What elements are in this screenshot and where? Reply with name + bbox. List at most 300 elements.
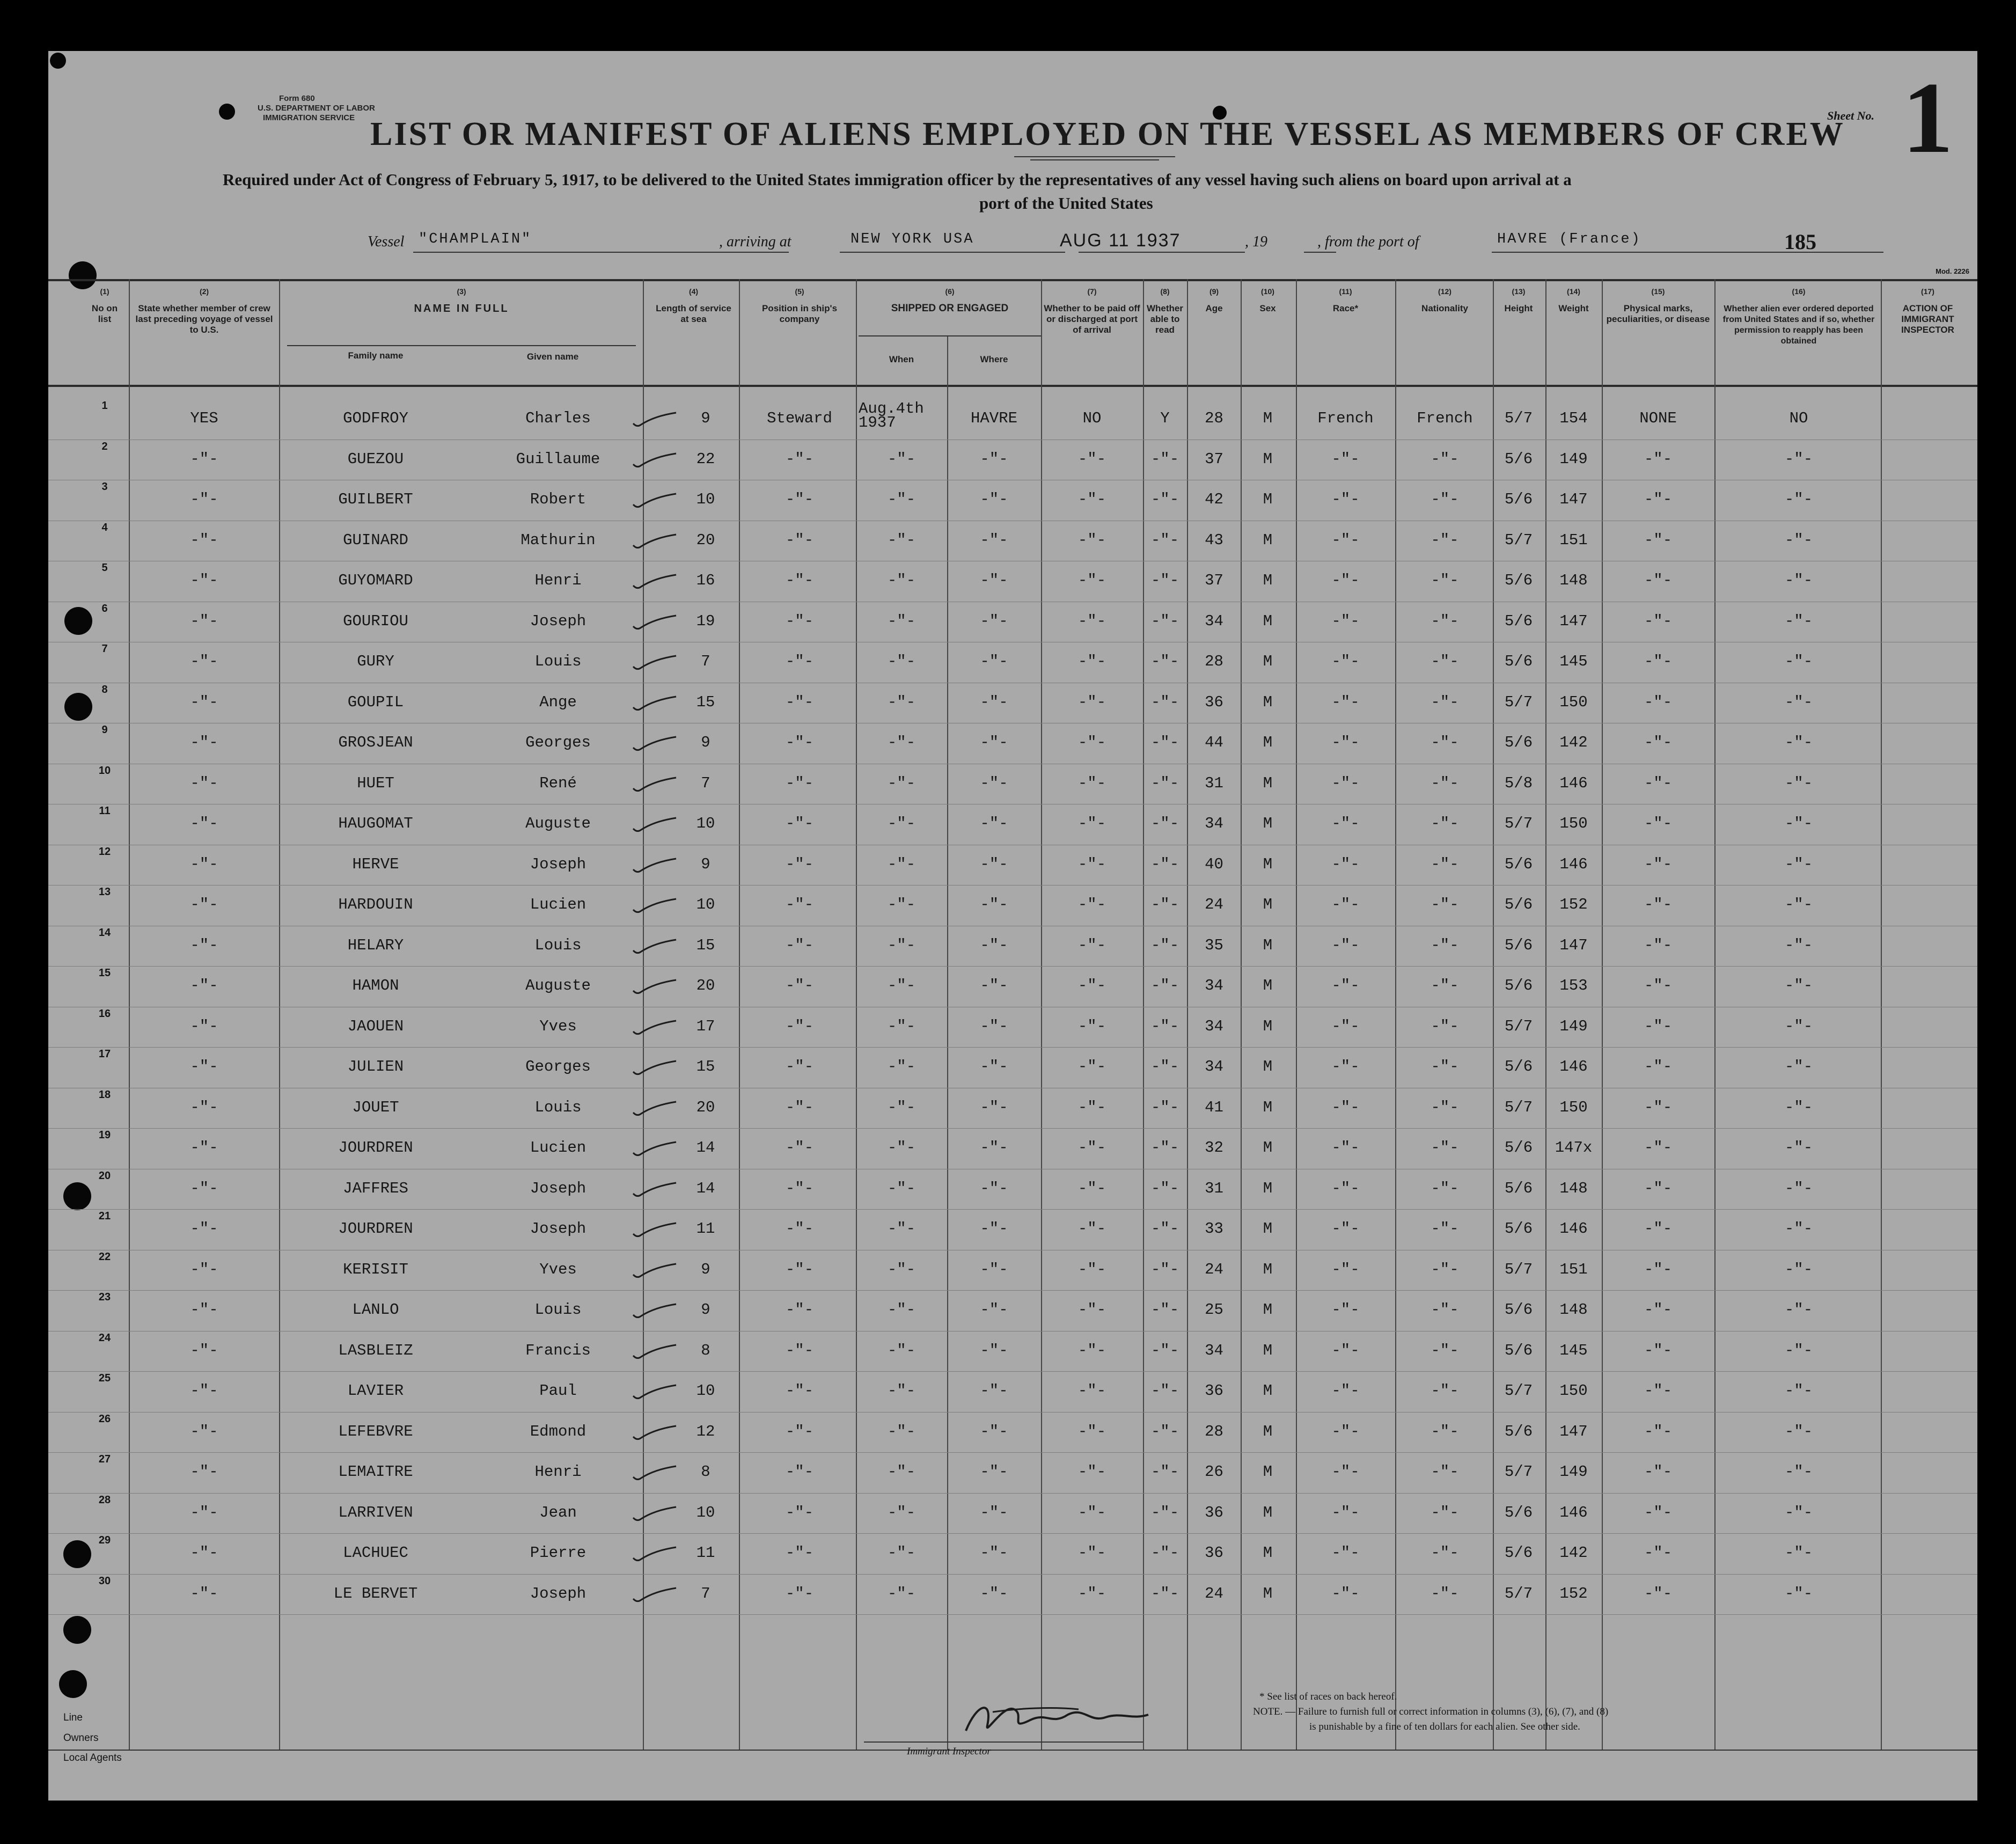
cell-given: Pierre: [530, 1544, 587, 1562]
date-stamp: AUG 11 1937: [1060, 230, 1181, 251]
cell-weight: 151: [1559, 1260, 1588, 1278]
cell-given: Lucien: [530, 1139, 587, 1157]
cell-age: 28: [1205, 653, 1223, 670]
cell-position: -"-: [785, 936, 814, 954]
check-mark: [631, 1182, 679, 1198]
cell-when: -"-: [887, 977, 916, 994]
check-mark: [631, 1465, 679, 1481]
cell-prev: -"-: [190, 977, 218, 994]
cell-race: -"-: [1331, 896, 1360, 913]
cell-deported: -"-: [1784, 572, 1813, 589]
cell-prev: -"-: [190, 491, 218, 508]
check-mark: [631, 979, 679, 995]
cell-given: Joseph: [530, 1179, 587, 1197]
cell-nat: -"-: [1431, 572, 1459, 589]
cell-given: Lucien: [530, 896, 587, 913]
table-row: [48, 603, 1977, 643]
cell-read: -"-: [1150, 1301, 1179, 1319]
cell-position: -"-: [785, 1341, 814, 1359]
cell-service: 10: [696, 1382, 715, 1400]
cell-read: -"-: [1150, 1139, 1179, 1157]
cell-prev: YES: [190, 409, 218, 427]
cell-prev: -"-: [190, 936, 218, 954]
cell-height: 5/7: [1504, 1584, 1533, 1602]
cell-paid: -"-: [1077, 1098, 1106, 1116]
cell-height: 5/6: [1504, 977, 1533, 994]
cell-weight: 149: [1559, 1463, 1588, 1481]
cell-race: -"-: [1331, 653, 1360, 670]
check-mark: [631, 1546, 679, 1562]
cell-height: 5/6: [1504, 1544, 1533, 1562]
cell-prev: -"-: [190, 734, 218, 751]
cell-marks: -"-: [1644, 734, 1673, 751]
cell-when: -"-: [887, 936, 916, 954]
cell-nat: -"-: [1431, 1058, 1459, 1075]
cell-nat: -"-: [1431, 815, 1459, 832]
cell-marks: -"-: [1644, 1422, 1673, 1440]
vessel-line: [48, 230, 1977, 261]
shipped-header-divider: [859, 335, 1041, 336]
name-header-divider: [287, 345, 636, 346]
cell-when: -"-: [887, 1463, 916, 1481]
cell-prev: -"-: [190, 774, 218, 792]
cell-sex: M: [1263, 491, 1273, 508]
cell-paid: -"-: [1077, 1220, 1106, 1238]
cell-height: 5/7: [1504, 693, 1533, 711]
cell-read: -"-: [1150, 1341, 1179, 1359]
cell-sex: M: [1263, 409, 1273, 427]
cell-paid: -"-: [1077, 1301, 1106, 1319]
cell-given: Yves: [539, 1260, 577, 1278]
cell-marks: NONE: [1639, 409, 1677, 427]
cell-nat: -"-: [1431, 977, 1459, 994]
form-number: Form 680: [279, 94, 315, 103]
sheet-number: 1: [1902, 62, 1953, 174]
cell-race: -"-: [1331, 774, 1360, 792]
cell-read: -"-: [1150, 734, 1179, 751]
title-underline: [1030, 159, 1159, 160]
cell-family: GROSJEAN: [338, 734, 413, 751]
row-number: 28: [98, 1494, 111, 1506]
cell-deported: -"-: [1784, 1463, 1813, 1481]
cell-where: -"-: [980, 693, 1008, 711]
cell-marks: -"-: [1644, 572, 1673, 589]
cell-family: JOURDREN: [338, 1139, 413, 1157]
cell-family: LEMAITRE: [338, 1463, 413, 1481]
cell-prev: -"-: [190, 1220, 218, 1238]
cell-nat: -"-: [1431, 1584, 1459, 1602]
cell-marks: -"-: [1644, 855, 1673, 873]
cell-where: -"-: [980, 1220, 1008, 1238]
cell-read: -"-: [1150, 896, 1179, 913]
cell-service: 9: [701, 855, 710, 873]
cell-read: -"-: [1150, 977, 1179, 994]
cell-marks: -"-: [1644, 1503, 1673, 1521]
cell-age: 28: [1205, 409, 1223, 427]
cell-age: 34: [1205, 612, 1223, 630]
cell-read: -"-: [1150, 815, 1179, 832]
cell-paid: -"-: [1077, 653, 1106, 670]
table-row: [48, 1453, 1977, 1494]
cell-nat: -"-: [1431, 855, 1459, 873]
cell-where: -"-: [980, 1341, 1008, 1359]
cell-nat: -"-: [1431, 734, 1459, 751]
table-top-rule: [48, 279, 1977, 281]
cell-service: 22: [696, 450, 715, 468]
cell-sex: M: [1263, 1584, 1273, 1602]
footer-agents-label: Local Agents: [63, 1752, 122, 1763]
table-row: [48, 1170, 1977, 1211]
cell-weight: 147: [1559, 936, 1588, 954]
cell-when: -"-: [887, 774, 916, 792]
cell-weight: 148: [1559, 1301, 1588, 1319]
cell-service: 15: [696, 693, 715, 711]
cell-age: 31: [1205, 774, 1223, 792]
cell-given: Joseph: [530, 1220, 587, 1238]
table-row: [48, 562, 1977, 603]
cell-height: 5/7: [1504, 531, 1533, 549]
cell-when: -"-: [887, 653, 916, 670]
cell-weight: 147x: [1555, 1139, 1593, 1157]
cell-deported: -"-: [1784, 491, 1813, 508]
cell-where: -"-: [980, 1301, 1008, 1319]
check-mark: [631, 1384, 679, 1400]
cell-service: 14: [696, 1139, 715, 1157]
manifest-page: [48, 51, 1977, 1801]
cell-race: -"-: [1331, 693, 1360, 711]
cell-deported: -"-: [1784, 450, 1813, 468]
cell-paid: -"-: [1077, 1179, 1106, 1197]
cell-sex: M: [1263, 977, 1273, 994]
cell-when: -"-: [887, 815, 916, 832]
cell-height: 5/6: [1504, 1341, 1533, 1359]
cell-race: -"-: [1331, 977, 1360, 994]
header-when: When: [889, 354, 914, 364]
stamp-dot: [219, 104, 235, 120]
cell-deported: -"-: [1784, 531, 1813, 549]
cell-age: 28: [1205, 1422, 1223, 1440]
cell-race: -"-: [1331, 1584, 1360, 1602]
cell-weight: 142: [1559, 734, 1588, 751]
check-mark: [631, 939, 679, 955]
table-row: [48, 1210, 1977, 1251]
cell-age: 24: [1205, 1584, 1223, 1602]
cell-where: -"-: [980, 774, 1008, 792]
cell-service: 8: [701, 1341, 710, 1359]
cell-position: -"-: [785, 1544, 814, 1562]
cell-age: 37: [1205, 572, 1223, 589]
check-mark: [631, 817, 679, 833]
cell-where: -"-: [980, 1260, 1008, 1278]
cell-family: GUILBERT: [338, 491, 413, 508]
cell-race: -"-: [1331, 1179, 1360, 1197]
cell-where: -"-: [980, 734, 1008, 751]
check-mark: [631, 1344, 679, 1360]
row-number: 30: [98, 1575, 111, 1587]
cell-sex: M: [1263, 896, 1273, 913]
cell-position: -"-: [785, 1382, 814, 1400]
cell-sex: M: [1263, 450, 1273, 468]
header-age: (9) Age: [1205, 287, 1223, 313]
cell-prev: -"-: [190, 1139, 218, 1157]
cell-position: Steward: [767, 409, 832, 427]
cell-weight: 150: [1559, 815, 1588, 832]
cell-deported: -"-: [1784, 936, 1813, 954]
check-mark: [631, 1587, 679, 1603]
cell-service: 11: [696, 1220, 715, 1238]
cell-service: 15: [696, 1058, 715, 1075]
cell-read: -"-: [1150, 1058, 1179, 1075]
cell-prev: -"-: [190, 855, 218, 873]
check-mark: [631, 1141, 679, 1157]
cell-paid: -"-: [1077, 1058, 1106, 1075]
cell-family: JULIEN: [347, 1058, 404, 1075]
cell-nat: -"-: [1431, 612, 1459, 630]
inspector-label: Immigrant Inspector: [907, 1746, 991, 1757]
cell-height: 5/6: [1504, 1422, 1533, 1440]
cell-family: HERVE: [352, 855, 399, 873]
cell-race: -"-: [1331, 1098, 1360, 1116]
arriving-label: , arriving at: [719, 233, 791, 250]
cell-deported: -"-: [1784, 774, 1813, 792]
cell-age: 44: [1205, 734, 1223, 751]
cell-sex: M: [1263, 572, 1273, 589]
cell-sex: M: [1263, 1179, 1273, 1197]
cell-nat: -"-: [1431, 693, 1459, 711]
cell-deported: -"-: [1784, 1098, 1813, 1116]
cell-deported: -"-: [1784, 1422, 1813, 1440]
check-mark: [631, 1506, 679, 1522]
cell-where: -"-: [980, 1017, 1008, 1035]
mod-number: Mod. 2226: [1936, 267, 1969, 275]
cell-position: -"-: [785, 1260, 814, 1278]
footnote-penalty-cont: is punishable by a fine of ten dollars for each alien. See other side.: [1309, 1721, 1580, 1732]
cell-nat: -"-: [1431, 774, 1459, 792]
cell-where: -"-: [980, 1503, 1008, 1521]
cell-prev: -"-: [190, 896, 218, 913]
check-mark: [631, 1303, 679, 1319]
cell-read: -"-: [1150, 1017, 1179, 1035]
cell-height: 5/6: [1504, 855, 1533, 873]
cell-when: -"-: [887, 855, 916, 873]
cell-nat: -"-: [1431, 1098, 1459, 1116]
subtitle-line-2: port of the United States: [979, 194, 1153, 213]
punch-hole: [69, 261, 97, 289]
cell-given: Henri: [534, 572, 582, 589]
cell-given: Louis: [534, 653, 582, 670]
table-row: [48, 846, 1977, 887]
cell-given: Louis: [534, 1301, 582, 1319]
form-department: U.S. DEPARTMENT OF LABOR: [258, 104, 375, 113]
form-service: IMMIGRATION SERVICE: [263, 113, 355, 122]
cell-prev: -"-: [190, 612, 218, 630]
cell-height: 5/6: [1504, 1139, 1533, 1157]
cell-age: 32: [1205, 1139, 1223, 1157]
cell-position: -"-: [785, 977, 814, 994]
cell-where: -"-: [980, 1544, 1008, 1562]
cell-paid: -"-: [1077, 1422, 1106, 1440]
vessel-label: Vessel: [368, 233, 405, 250]
header-length-of-service: (4) Length of service at sea: [656, 287, 731, 324]
cell-paid: -"-: [1077, 774, 1106, 792]
cell-family: LACHUEC: [343, 1544, 408, 1562]
cell-when: -"-: [887, 1220, 916, 1238]
cell-deported: -"-: [1784, 1260, 1813, 1278]
cell-position: -"-: [785, 1017, 814, 1035]
sheet-label: Sheet No.: [1827, 109, 1874, 122]
table-row: [48, 724, 1977, 765]
cell-race: -"-: [1331, 491, 1360, 508]
cell-read: -"-: [1150, 855, 1179, 873]
cell-family: JAFFRES: [343, 1179, 408, 1197]
header-bottom-rule: [48, 385, 1977, 387]
cell-paid: -"-: [1077, 1382, 1106, 1400]
row-number: 13: [98, 886, 111, 898]
cell-marks: -"-: [1644, 1098, 1673, 1116]
check-mark: [631, 1060, 679, 1076]
cell-weight: 145: [1559, 653, 1588, 670]
cell-position: -"-: [785, 1058, 814, 1075]
cell-sex: M: [1263, 1341, 1273, 1359]
cell-paid: -"-: [1077, 531, 1106, 549]
cell-weight: 147: [1559, 1422, 1588, 1440]
cell-paid: -"-: [1077, 572, 1106, 589]
header-race: (11) Race*: [1332, 287, 1359, 313]
check-mark: [631, 1020, 679, 1036]
cell-marks: -"-: [1644, 1584, 1673, 1602]
table-row: [48, 1372, 1977, 1413]
cell-race: -"-: [1331, 1463, 1360, 1481]
cell-nat: -"-: [1431, 1139, 1459, 1157]
table-row: [48, 805, 1977, 846]
cell-deported: NO: [1789, 409, 1808, 427]
cell-weight: 148: [1559, 572, 1588, 589]
cell-marks: -"-: [1644, 1382, 1673, 1400]
row-number: 11: [99, 805, 111, 817]
cell-paid: -"-: [1077, 1341, 1106, 1359]
cell-family: LASBLEIZ: [338, 1341, 413, 1359]
footer-owners-label: Owners: [63, 1732, 99, 1744]
row-number: 10: [98, 764, 111, 777]
cell-position: -"-: [785, 1463, 814, 1481]
cell-nat: -"-: [1431, 531, 1459, 549]
cell-where: -"-: [980, 855, 1008, 873]
cell-when: -"-: [887, 1382, 916, 1400]
table-row: [48, 1129, 1977, 1170]
cell-when: -"-: [887, 491, 916, 508]
check-mark: [631, 1101, 679, 1117]
cell-deported: -"-: [1784, 1382, 1813, 1400]
cell-height: 5/6: [1504, 734, 1533, 751]
cell-when: -"-: [887, 1017, 916, 1035]
cell-read: -"-: [1150, 1422, 1179, 1440]
table-row: [48, 400, 1977, 441]
cell-height: 5/6: [1504, 653, 1533, 670]
cell-position: -"-: [785, 1584, 814, 1602]
row-number: 6: [101, 602, 108, 614]
cell-weight: 152: [1559, 896, 1588, 913]
cell-service: 19: [696, 612, 715, 630]
manifest-number: 185: [1784, 230, 1816, 254]
cell-race: -"-: [1331, 572, 1360, 589]
cell-where: -"-: [980, 936, 1008, 954]
cell-age: 25: [1205, 1301, 1223, 1319]
cell-nat: -"-: [1431, 1220, 1459, 1238]
arriving-place: NEW YORK USA: [851, 231, 974, 247]
cell-prev: -"-: [190, 1301, 218, 1319]
row-number: 18: [98, 1088, 111, 1101]
cell-when: -"-: [887, 450, 916, 468]
cell-race: -"-: [1331, 1017, 1360, 1035]
cell-marks: -"-: [1644, 531, 1673, 549]
cell-race: -"-: [1331, 855, 1360, 873]
cell-sex: M: [1263, 1503, 1273, 1521]
footnote: [1253, 1689, 1608, 1735]
cell-position: -"-: [785, 653, 814, 670]
cell-position: -"-: [785, 1503, 814, 1521]
cell-read: -"-: [1150, 1382, 1179, 1400]
row-number: 25: [98, 1372, 111, 1384]
cell-when: -"-: [887, 1098, 916, 1116]
row-number: 17: [98, 1048, 111, 1060]
table-row: [48, 967, 1977, 1008]
cell-race: -"-: [1331, 531, 1360, 549]
cell-family: LEFEBVRE: [338, 1422, 413, 1440]
vessel-name: "CHAMPLAIN": [419, 231, 532, 247]
cell-marks: -"-: [1644, 612, 1673, 630]
cell-age: 43: [1205, 531, 1223, 549]
cell-sex: M: [1263, 693, 1273, 711]
table-row: [48, 1575, 1977, 1616]
cell-deported: -"-: [1784, 855, 1813, 873]
cell-marks: -"-: [1644, 977, 1673, 994]
table-row: [48, 1089, 1977, 1130]
check-mark: [631, 1425, 679, 1441]
subtitle-line-1: Required under Act of Congress of February 5, 1917, to be delivered to the United States immigration officer by the representatives of any vessel having such aliens on board upon arrival at a: [223, 170, 1572, 189]
cell-marks: -"-: [1644, 1260, 1673, 1278]
cell-where: -"-: [980, 977, 1008, 994]
cell-prev: -"-: [190, 1584, 218, 1602]
cell-position: -"-: [785, 693, 814, 711]
cell-paid: -"-: [1077, 936, 1106, 954]
cell-paid: NO: [1082, 409, 1102, 427]
cell-race: -"-: [1331, 1341, 1360, 1359]
cell-race: -"-: [1331, 1139, 1360, 1157]
cell-height: 5/7: [1504, 409, 1533, 427]
header-name-in-full: (3) NAME IN FULL: [414, 287, 509, 314]
cell-where: -"-: [980, 531, 1008, 549]
cell-service: 10: [696, 896, 715, 913]
cell-prev: -"-: [190, 815, 218, 832]
row-number: 3: [101, 481, 108, 493]
cell-height: 5/6: [1504, 1301, 1533, 1319]
cell-family: HUET: [357, 774, 394, 792]
cell-age: 41: [1205, 1098, 1223, 1116]
cell-height: 5/7: [1504, 1463, 1533, 1481]
cell-sex: M: [1263, 1220, 1273, 1238]
cell-marks: -"-: [1644, 450, 1673, 468]
cell-race: -"-: [1331, 1260, 1360, 1278]
cell-given: Auguste: [525, 815, 591, 832]
cell-position: -"-: [785, 734, 814, 751]
cell-service: 10: [696, 1503, 715, 1521]
header-where: Where: [980, 354, 1008, 364]
cell-position: -"-: [785, 1098, 814, 1116]
cell-when: -"-: [887, 734, 916, 751]
cell-height: 5/7: [1504, 815, 1533, 832]
cell-when: -"-: [887, 693, 916, 711]
table-row: [48, 481, 1977, 522]
